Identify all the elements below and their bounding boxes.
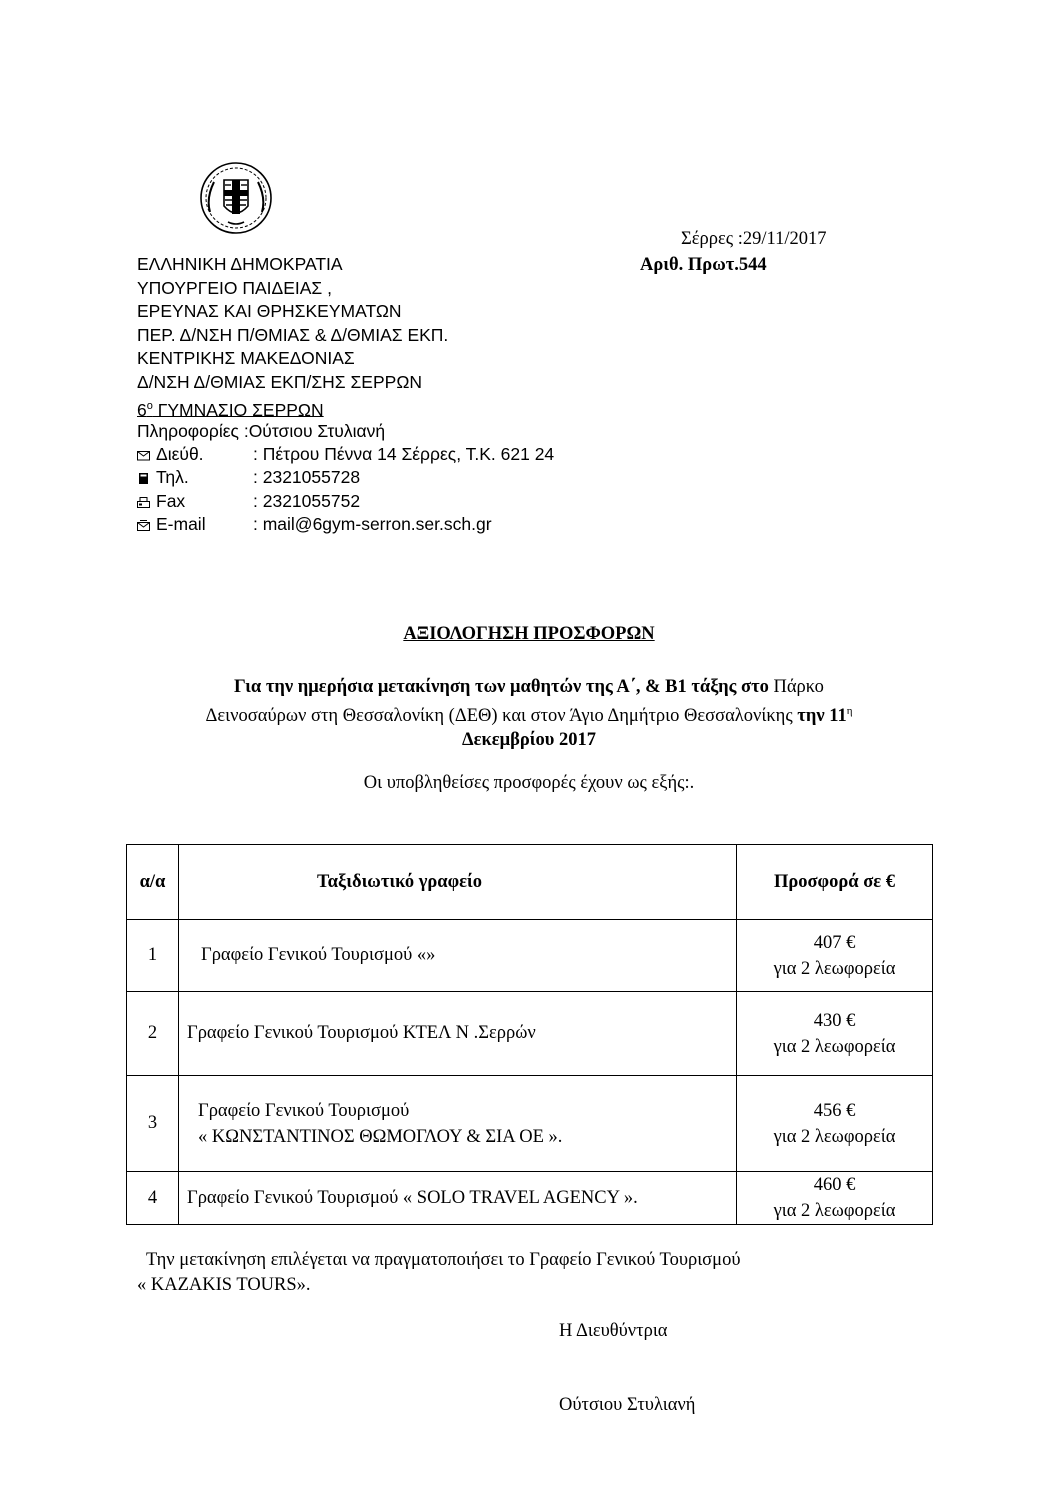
subject-line3-bold: Δεκεμβρίου 2017: [461, 730, 597, 751]
price-note: για 2 λεωφορεία: [773, 1201, 896, 1221]
school-name: [137, 395, 448, 422]
school-number: 6: [137, 399, 147, 420]
table-row: [127, 1076, 933, 1172]
row-office: [179, 920, 737, 992]
contact-label: Διεύθ.: [156, 444, 204, 465]
contact-row-fax: [137, 490, 385, 513]
price-amount: 460 €: [813, 1175, 856, 1195]
office-line: Γραφείο Γενικού Τουρισμού: [198, 1100, 410, 1121]
office-line: Γραφείο Γενικού Τουρισμού « SOLO TRAVEL AGENCY ».: [187, 1187, 638, 1208]
table-header-row: [127, 845, 933, 920]
sender-block: [137, 253, 448, 422]
phone-icon: [137, 473, 150, 484]
table-row: [127, 1172, 933, 1225]
row-price: [737, 1076, 933, 1172]
office-line: Γραφείο Γενικού Τουρισμού «»: [201, 945, 436, 965]
table-row: [127, 992, 933, 1076]
price-amount: 407 €: [813, 932, 856, 953]
row-number: 2: [127, 992, 179, 1076]
decision-text: Την μετακίνηση επιλέγεται να πραγματοποιήσει το Γραφείο Γενικού Τουρισμού: [146, 1250, 741, 1270]
header-cell-price: Προσφορά σε €: [737, 845, 933, 920]
price-note: για 2 λεωφορεία: [773, 1126, 896, 1147]
signature-name: Ούτσιου Στυλιανή: [559, 1395, 696, 1415]
subject-line1-bold: Για την ημερήσια μετακίνηση των μαθητών της Α΄, & Β1 τάξης στο: [234, 677, 769, 697]
price-amount: 430 €: [813, 1010, 856, 1031]
sender-line: ΥΠΟΥΡΓΕΙΟ ΠΑΙΔΕΙΑΣ ,: [137, 277, 332, 298]
subject-line2-text: Δεινοσαύρων στη Θεσσαλονίκη (ΔΕΘ) και στον Άγιο Δημήτριο Θεσσαλονίκης: [205, 706, 793, 727]
row-price: [737, 992, 933, 1076]
row-number: 4: [127, 1172, 179, 1225]
price-note: για 2 λεωφορεία: [773, 958, 896, 979]
envelope-icon: [137, 450, 150, 461]
office-line: « ΚΩΝΣΤΑΝΤΙΝΟΣ ΘΩΜΟΓΛΟΥ & ΣΙΑ ΟΕ ».: [198, 1126, 563, 1147]
contact-label: E-mail: [156, 513, 206, 534]
header-cell-office: Ταξιδιωτικό γραφείο: [179, 845, 737, 920]
document-title: ΑΞΙΟΛΟΓΗΣΗ ΠΡΟΣΦΟΡΩΝ: [403, 624, 655, 644]
sender-line: Δ/ΝΣΗ Δ/ΘΜΙΑΣ ΕΚΠ/ΣΗΣ ΣΕΡΡΩΝ: [137, 371, 423, 392]
email-icon: [137, 520, 150, 531]
price-amount: 456 €: [813, 1100, 856, 1121]
selected-agency: « KAZAKIS TOURS».: [137, 1275, 311, 1295]
row-number: 1: [127, 920, 179, 992]
contact-value: : 2321055752: [253, 490, 361, 511]
signature-role: Η Διευθύντρια: [559, 1321, 668, 1341]
office-line: Γραφείο Γενικού Τουρισμού ΚΤΕΛ Ν .Σερρών: [187, 1023, 536, 1043]
subject-line2-sup: η: [846, 705, 853, 717]
row-office: [179, 992, 737, 1076]
contact-block: [137, 420, 555, 536]
place-date: Σέρρες :29/11/2017: [681, 229, 827, 249]
price-note: για 2 λεωφορεία: [773, 1036, 896, 1057]
school-name-rest: ΓΥΜΝΑΣΙΟ ΣΕΡΡΩΝ: [152, 399, 324, 420]
contact-row-email: [137, 513, 492, 536]
fax-icon: [137, 497, 150, 508]
row-price: [737, 1172, 933, 1225]
subject-line1-rest: Πάρκο: [768, 677, 824, 697]
greek-emblem-icon: [198, 160, 274, 236]
row-number: 3: [127, 1076, 179, 1172]
sender-line: ΕΛΛΗΝΙΚΗ ΔΗΜΟΚΡΑΤΙΑ: [137, 254, 343, 274]
sender-line: ΕΡΕΥΝΑΣ ΚΑΙ ΘΡΗΣΚΕΥΜΑΤΩΝ: [137, 301, 402, 322]
contact-value: : 2321055728: [253, 467, 361, 488]
row-office: [179, 1076, 737, 1172]
table-row: [127, 920, 933, 992]
school-superscript: ο: [146, 399, 153, 412]
contact-value: : Πέτρου Πέννα 14 Σέρρες, Τ.Κ. 621 24: [253, 444, 555, 465]
subject-line2-bold: την 11: [792, 706, 847, 727]
header-cell-number: α/α: [127, 845, 179, 920]
sender-line: ΚΕΝΤΡΙΚΗΣ ΜΑΚΕΔΟΝΙΑΣ: [137, 348, 355, 369]
contact-label: Fax: [156, 490, 186, 511]
contact-row-address: [137, 443, 555, 466]
sender-line: ΠΕΡ. Δ/ΝΣΗ Π/ΘΜΙΑΣ & Δ/ΘΜΙΑΣ ΕΚΠ.: [137, 324, 449, 345]
intro-text: Οι υποβληθείσες προσφορές έχουν ως εξής:.: [363, 773, 695, 793]
contact-row-phone: [137, 466, 385, 489]
protocol-number: Αριθ. Πρωτ.544: [640, 255, 767, 275]
offers-table: [126, 844, 933, 1225]
contact-value: : mail@6gym-serron.ser.sch.gr: [253, 513, 492, 534]
row-office: [179, 1172, 737, 1225]
subject-block: [0, 675, 1058, 752]
contact-info: Πληροφορίες :Ούτσιου Στυλιανή: [137, 421, 386, 441]
row-price: [737, 920, 933, 992]
contact-label: Τηλ.: [156, 467, 189, 488]
